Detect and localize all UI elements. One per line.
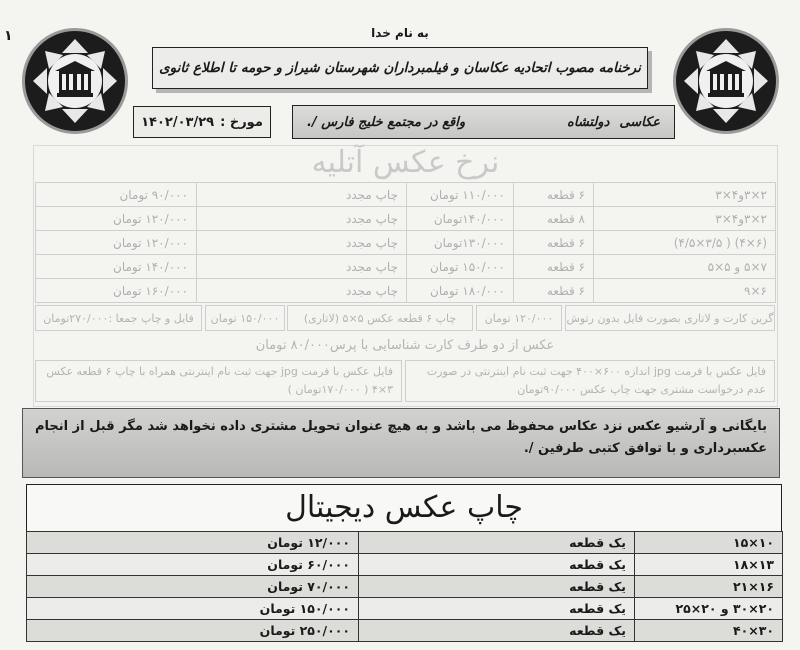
lottery-print-price-box (205, 305, 285, 331)
file-print-text: فایل و چاپ جمعا :۲۷۰/۰۰۰تومان (43, 311, 194, 325)
camera-aperture-icon (676, 31, 776, 131)
table-row (36, 183, 776, 207)
atelier-price: ۱۳۰/۰۰۰تومان (407, 231, 514, 255)
table-row (36, 207, 776, 231)
atelier-reprint-price: ۱۲۰/۰۰۰ تومان (36, 231, 197, 255)
table-row (27, 532, 783, 554)
atelier-qty: ۶ قطعه (514, 231, 594, 255)
digital-size: ۳۰×۴۰ (635, 620, 783, 642)
id-card-note: عکس از دو طرف کارت شناسایی با پرس۸۰/۰۰۰ تومان (255, 338, 555, 353)
jpg-note-left-box (35, 360, 402, 402)
digital-size: ۱۶×۲۱ (635, 576, 783, 598)
archive-notice-text: بایگانی و آرشیو عکس نزد عکاس محفوظ می باشد و به هیچ عنوان تحویل مشتری داده نخواهد شد مگر قبل از انجام عکسبرداری و با توافق کتبی طرفین /. (35, 419, 767, 456)
atelier-size: ۶×۹ (594, 279, 776, 303)
atelier-price: ۱۸۰/۰۰۰ تومان (407, 279, 514, 303)
greencard-price-box (476, 305, 562, 331)
lottery-print-text: چاپ ۶ قطعه عکس ۵×۵ (لاتاری) (303, 311, 457, 325)
digital-price: ۱۲/۰۰۰ تومان (27, 532, 359, 554)
atelier-title: نرخ عکس آتلیه (311, 145, 500, 180)
atelier-reprint: چاپ مجدد (197, 279, 407, 303)
greencard-price: ۱۲۰/۰۰۰ تومان (484, 311, 554, 325)
atelier-qty: ۶ قطعه (514, 279, 594, 303)
atelier-reprint: چاپ مجدد (197, 231, 407, 255)
archive-notice-banner (22, 408, 780, 478)
basmala: به نام خدا (371, 26, 429, 40)
studio-box (292, 105, 675, 139)
table-row (27, 554, 783, 576)
digital-size: ۲۰×۳۰ و ۲۰×۲۵ (635, 598, 783, 620)
digital-price: ۶۰/۰۰۰ تومان (27, 554, 359, 576)
digital-size: ۱۰×۱۵ (635, 532, 783, 554)
studio-prefix: عکاسی (619, 114, 660, 130)
digital-qty: یک قطعه (359, 532, 635, 554)
header-title: نرخنامه مصوب اتحادیه عکاسان و فیلمبرداران شهرستان شیراز و حومه تا اطلاع ثانوی (159, 60, 641, 76)
lottery-print-price: ۱۵۰/۰۰۰ تومان (210, 311, 280, 325)
greencard-text: گرین کارت و لاتاری بصورت فایل بدون رتوش (566, 311, 774, 325)
atelier-price-table (35, 182, 776, 303)
digital-title: چاپ عکس دیجیتال (26, 484, 782, 532)
atelier-reprint: چاپ مجدد (197, 255, 407, 279)
atelier-reprint: چاپ مجدد (197, 207, 407, 231)
atelier-size: ۲×۳و۴×۳ (594, 207, 776, 231)
atelier-reprint-price: ۱۶۰/۰۰۰ تومان (36, 279, 197, 303)
digital-qty: یک قطعه (359, 620, 635, 642)
digital-size: ۱۳×۱۸ (635, 554, 783, 576)
union-logo-left (22, 28, 128, 134)
union-logo-right (673, 28, 779, 134)
table-row (27, 576, 783, 598)
digital-price: ۲۵۰/۰۰۰ تومان (27, 620, 359, 642)
table-row (27, 620, 783, 642)
studio-address: واقع در مجتمع خلیج فارس /. (307, 114, 466, 130)
digital-qty: یک قطعه (359, 554, 635, 576)
digital-price: ۷۰/۰۰۰ تومان (27, 576, 359, 598)
jpg-note-left: فایل عکس با فرمت jpg جهت ثبت نام اینترنتی همراه با چاپ ۶ قطعه عکس ۳×۴ ( ۱۷۰/۰۰۰تومان ) (46, 365, 393, 396)
header-title-box (152, 47, 648, 89)
jpg-note-right-box (405, 360, 775, 402)
atelier-qty: ۸ قطعه (514, 207, 594, 231)
atelier-reprint: چاپ مجدد (197, 183, 407, 207)
digital-qty: یک قطعه (359, 576, 635, 598)
table-row (36, 255, 776, 279)
camera-aperture-icon (25, 31, 125, 131)
atelier-reprint-price: ۹۰/۰۰۰ تومان (36, 183, 197, 207)
table-row (36, 231, 776, 255)
atelier-price: ۱۵۰/۰۰۰ تومان (407, 255, 514, 279)
table-row (27, 598, 783, 620)
file-print-box (35, 305, 202, 331)
atelier-qty: ۶ قطعه (514, 183, 594, 207)
table-row (36, 279, 776, 303)
atelier-price: ۱۱۰/۰۰۰ تومان (407, 183, 514, 207)
studio-name: دولتشاه (567, 114, 610, 130)
atelier-size: (۶×۴) ( ۳/۵×۴/۵) (594, 231, 776, 255)
atelier-qty: ۶ قطعه (514, 255, 594, 279)
atelier-size: ۷×۵ و ۵×۵ (594, 255, 776, 279)
digital-price-table (26, 531, 783, 642)
atelier-reprint-price: ۱۴۰/۰۰۰ تومان (36, 255, 197, 279)
atelier-price: ۱۴۰/۰۰۰تومان (407, 207, 514, 231)
lottery-print-box (287, 305, 473, 331)
jpg-note-right: فایل عکس با فرمت jpg اندازه ۶۰۰×۴۰۰ جهت ثبت نام اینترنتی در صورت عدم درخواست مشتری جهت چاپ عکس ۹۰/۰۰۰تومان (426, 365, 766, 396)
date-label: مورخ : (220, 114, 263, 130)
digital-price: ۱۵۰/۰۰۰ تومان (27, 598, 359, 620)
date-box (133, 106, 271, 138)
atelier-size: ۲×۳و۴×۳ (594, 183, 776, 207)
page-number: ۱ (4, 28, 13, 44)
atelier-reprint-price: ۱۲۰/۰۰۰ تومان (36, 207, 197, 231)
greencard-box (565, 305, 775, 331)
date-value: ۱۴۰۲/۰۳/۲۹ (141, 114, 215, 130)
digital-qty: یک قطعه (359, 598, 635, 620)
